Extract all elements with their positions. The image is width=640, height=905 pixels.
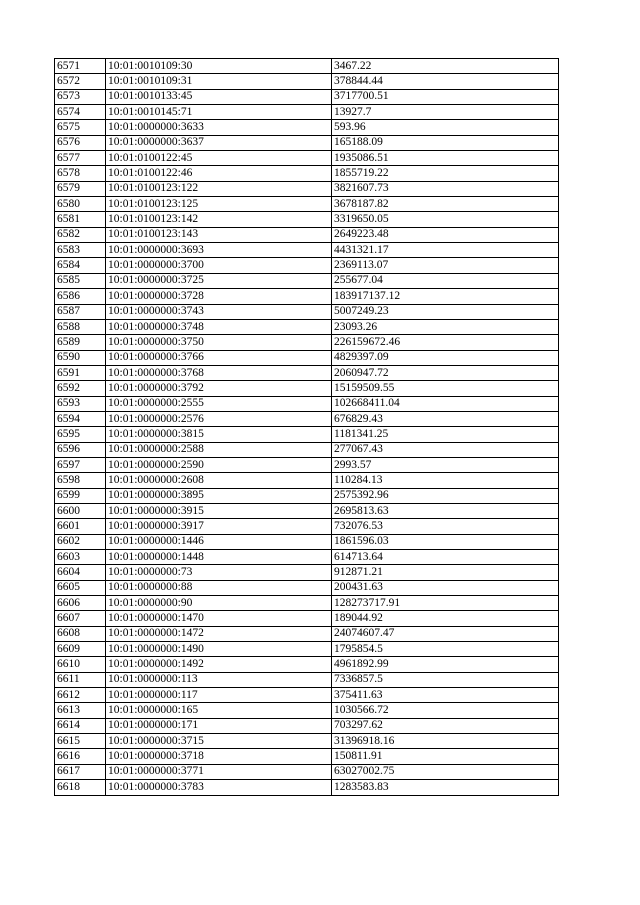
cadastral-number-cell: 10:01:0010109:30 bbox=[106, 59, 332, 74]
cadastral-value-cell: 912871.21 bbox=[332, 565, 559, 580]
cadastral-value-cell: 1795854.5 bbox=[332, 642, 559, 657]
cadastral-value-cell: 3319650.05 bbox=[332, 212, 559, 227]
cadastral-number-cell: 10:01:0000000:2576 bbox=[106, 411, 332, 426]
cadastral-number-cell: 10:01:0000000:1448 bbox=[106, 550, 332, 565]
row-number-cell: 6592 bbox=[55, 381, 106, 396]
cadastral-value-cell: 703297.62 bbox=[332, 718, 559, 733]
cadastral-number-cell: 10:01:0000000:3750 bbox=[106, 335, 332, 350]
row-number-cell: 6587 bbox=[55, 304, 106, 319]
row-number-cell: 6612 bbox=[55, 688, 106, 703]
cadastral-value-table bbox=[54, 58, 559, 796]
table-row bbox=[55, 642, 559, 657]
table-row bbox=[55, 212, 559, 227]
cadastral-number-cell: 10:01:0000000:88 bbox=[106, 580, 332, 595]
cadastral-number-cell: 10:01:0000000:3915 bbox=[106, 503, 332, 518]
table-row bbox=[55, 411, 559, 426]
cadastral-number-cell: 10:01:0000000:1446 bbox=[106, 534, 332, 549]
table-row bbox=[55, 565, 559, 580]
cadastral-number-cell: 10:01:0000000:3815 bbox=[106, 427, 332, 442]
row-number-cell: 6617 bbox=[55, 764, 106, 779]
table-row bbox=[55, 734, 559, 749]
cadastral-number-cell: 10:01:0000000:3766 bbox=[106, 350, 332, 365]
table-row bbox=[55, 626, 559, 641]
table-row bbox=[55, 457, 559, 472]
cadastral-value-cell: 1181341.25 bbox=[332, 427, 559, 442]
cadastral-number-cell: 10:01:0000000:3633 bbox=[106, 120, 332, 135]
row-number-cell: 6610 bbox=[55, 657, 106, 672]
cadastral-value-cell: 1030566.72 bbox=[332, 703, 559, 718]
table-row bbox=[55, 488, 559, 503]
row-number-cell: 6590 bbox=[55, 350, 106, 365]
cadastral-number-cell: 10:01:0000000:3637 bbox=[106, 135, 332, 150]
table-row bbox=[55, 519, 559, 534]
row-number-cell: 6581 bbox=[55, 212, 106, 227]
table-row bbox=[55, 105, 559, 120]
cadastral-value-cell: 2695813.63 bbox=[332, 503, 559, 518]
cadastral-value-cell: 1861596.03 bbox=[332, 534, 559, 549]
table-row bbox=[55, 74, 559, 89]
table-row bbox=[55, 473, 559, 488]
cadastral-number-cell: 10:01:0000000:1492 bbox=[106, 657, 332, 672]
cadastral-number-cell: 10:01:0000000:117 bbox=[106, 688, 332, 703]
cadastral-number-cell: 10:01:0100123:142 bbox=[106, 212, 332, 227]
cadastral-number-cell: 10:01:0000000:3917 bbox=[106, 519, 332, 534]
cadastral-value-cell: 150811.91 bbox=[332, 749, 559, 764]
table-row bbox=[55, 273, 559, 288]
cadastral-value-cell: 255677.04 bbox=[332, 273, 559, 288]
row-number-cell: 6611 bbox=[55, 672, 106, 687]
cadastral-value-cell: 3467.22 bbox=[332, 59, 559, 74]
row-number-cell: 6604 bbox=[55, 565, 106, 580]
cadastral-value-cell: 732076.53 bbox=[332, 519, 559, 534]
row-number-cell: 6572 bbox=[55, 74, 106, 89]
table-row bbox=[55, 550, 559, 565]
row-number-cell: 6613 bbox=[55, 703, 106, 718]
table-row bbox=[55, 611, 559, 626]
cadastral-value-cell: 110284.13 bbox=[332, 473, 559, 488]
cadastral-number-cell: 10:01:0000000:2555 bbox=[106, 396, 332, 411]
cadastral-number-cell: 10:01:0000000:3792 bbox=[106, 381, 332, 396]
table-row bbox=[55, 596, 559, 611]
row-number-cell: 6615 bbox=[55, 734, 106, 749]
cadastral-number-cell: 10:01:0000000:1470 bbox=[106, 611, 332, 626]
row-number-cell: 6578 bbox=[55, 166, 106, 181]
cadastral-value-cell: 13927.7 bbox=[332, 105, 559, 120]
cadastral-value-cell: 2993.57 bbox=[332, 457, 559, 472]
row-number-cell: 6586 bbox=[55, 289, 106, 304]
cadastral-value-cell: 1283583.83 bbox=[332, 780, 559, 795]
table-row bbox=[55, 365, 559, 380]
row-number-cell: 6606 bbox=[55, 596, 106, 611]
row-number-cell: 6593 bbox=[55, 396, 106, 411]
table-row bbox=[55, 227, 559, 242]
row-number-cell: 6614 bbox=[55, 718, 106, 733]
cadastral-value-cell: 31396918.16 bbox=[332, 734, 559, 749]
table-row bbox=[55, 350, 559, 365]
cadastral-number-cell: 10:01:0000000:2608 bbox=[106, 473, 332, 488]
table-row bbox=[55, 197, 559, 212]
row-number-cell: 6603 bbox=[55, 550, 106, 565]
table-row bbox=[55, 135, 559, 150]
cadastral-value-cell: 2575392.96 bbox=[332, 488, 559, 503]
cadastral-value-cell: 2060947.72 bbox=[332, 365, 559, 380]
cadastral-value-cell: 593.96 bbox=[332, 120, 559, 135]
row-number-cell: 6575 bbox=[55, 120, 106, 135]
table-row bbox=[55, 764, 559, 779]
row-number-cell: 6577 bbox=[55, 151, 106, 166]
row-number-cell: 6583 bbox=[55, 243, 106, 258]
row-number-cell: 6600 bbox=[55, 503, 106, 518]
cadastral-value-cell: 2369113.07 bbox=[332, 258, 559, 273]
cadastral-value-cell: 378844.44 bbox=[332, 74, 559, 89]
cadastral-number-cell: 10:01:0000000:165 bbox=[106, 703, 332, 718]
cadastral-value-cell: 375411.63 bbox=[332, 688, 559, 703]
row-number-cell: 6594 bbox=[55, 411, 106, 426]
table-row bbox=[55, 151, 559, 166]
cadastral-number-cell: 10:01:0000000:3783 bbox=[106, 780, 332, 795]
cadastral-value-cell: 189044.92 bbox=[332, 611, 559, 626]
table-row bbox=[55, 749, 559, 764]
row-number-cell: 6596 bbox=[55, 442, 106, 457]
cadastral-value-cell: 1935086.51 bbox=[332, 151, 559, 166]
cadastral-number-cell: 10:01:0000000:3768 bbox=[106, 365, 332, 380]
table-row bbox=[55, 780, 559, 795]
table-row bbox=[55, 442, 559, 457]
table-row bbox=[55, 89, 559, 104]
row-number-cell: 6609 bbox=[55, 642, 106, 657]
row-number-cell: 6595 bbox=[55, 427, 106, 442]
table-row bbox=[55, 657, 559, 672]
cadastral-value-cell: 277067.43 bbox=[332, 442, 559, 457]
cadastral-value-cell: 3717700.51 bbox=[332, 89, 559, 104]
cadastral-number-cell: 10:01:0100123:125 bbox=[106, 197, 332, 212]
row-number-cell: 6607 bbox=[55, 611, 106, 626]
cadastral-number-cell: 10:01:0000000:171 bbox=[106, 718, 332, 733]
row-number-cell: 6618 bbox=[55, 780, 106, 795]
table-row bbox=[55, 534, 559, 549]
cadastral-number-cell: 10:01:0000000:3771 bbox=[106, 764, 332, 779]
table-row bbox=[55, 258, 559, 273]
table-row bbox=[55, 503, 559, 518]
row-number-cell: 6576 bbox=[55, 135, 106, 150]
table-row bbox=[55, 181, 559, 196]
cadastral-value-cell: 23093.26 bbox=[332, 319, 559, 334]
table-row bbox=[55, 381, 559, 396]
cadastral-number-cell: 10:01:0000000:3700 bbox=[106, 258, 332, 273]
cadastral-number-cell: 10:01:0000000:3715 bbox=[106, 734, 332, 749]
cadastral-number-cell: 10:01:0100123:122 bbox=[106, 181, 332, 196]
cadastral-number-cell: 10:01:0000000:3718 bbox=[106, 749, 332, 764]
cadastral-value-cell: 128273717.91 bbox=[332, 596, 559, 611]
cadastral-number-cell: 10:01:0000000:2588 bbox=[106, 442, 332, 457]
row-number-cell: 6597 bbox=[55, 457, 106, 472]
cadastral-number-cell: 10:01:0010109:31 bbox=[106, 74, 332, 89]
cadastral-number-cell: 10:01:0000000:1472 bbox=[106, 626, 332, 641]
table-row bbox=[55, 427, 559, 442]
row-number-cell: 6591 bbox=[55, 365, 106, 380]
cadastral-number-cell: 10:01:0100122:46 bbox=[106, 166, 332, 181]
cadastral-number-cell: 10:01:0000000:90 bbox=[106, 596, 332, 611]
cadastral-number-cell: 10:01:0000000:3725 bbox=[106, 273, 332, 288]
table-row bbox=[55, 289, 559, 304]
row-number-cell: 6579 bbox=[55, 181, 106, 196]
table-row bbox=[55, 688, 559, 703]
cadastral-number-cell: 10:01:0000000:3895 bbox=[106, 488, 332, 503]
cadastral-number-cell: 10:01:0010145:71 bbox=[106, 105, 332, 120]
row-number-cell: 6573 bbox=[55, 89, 106, 104]
cadastral-number-cell: 10:01:0010133:45 bbox=[106, 89, 332, 104]
cadastral-number-cell: 10:01:0100123:143 bbox=[106, 227, 332, 242]
row-number-cell: 6582 bbox=[55, 227, 106, 242]
cadastral-value-cell: 7336857.5 bbox=[332, 672, 559, 687]
cadastral-value-cell: 4431321.17 bbox=[332, 243, 559, 258]
row-number-cell: 6598 bbox=[55, 473, 106, 488]
table-row bbox=[55, 166, 559, 181]
cadastral-number-cell: 10:01:0000000:3693 bbox=[106, 243, 332, 258]
table-row bbox=[55, 580, 559, 595]
row-number-cell: 6601 bbox=[55, 519, 106, 534]
cadastral-value-cell: 2649223.48 bbox=[332, 227, 559, 242]
row-number-cell: 6605 bbox=[55, 580, 106, 595]
table-row bbox=[55, 319, 559, 334]
row-number-cell: 6588 bbox=[55, 319, 106, 334]
cadastral-number-cell: 10:01:0100122:45 bbox=[106, 151, 332, 166]
cadastral-value-cell: 5007249.23 bbox=[332, 304, 559, 319]
row-number-cell: 6585 bbox=[55, 273, 106, 288]
table-row bbox=[55, 396, 559, 411]
cadastral-number-cell: 10:01:0000000:3728 bbox=[106, 289, 332, 304]
cadastral-value-cell: 614713.64 bbox=[332, 550, 559, 565]
cadastral-number-cell: 10:01:0000000:1490 bbox=[106, 642, 332, 657]
cadastral-value-cell: 3678187.82 bbox=[332, 197, 559, 212]
cadastral-value-cell: 63027002.75 bbox=[332, 764, 559, 779]
row-number-cell: 6599 bbox=[55, 488, 106, 503]
table-row bbox=[55, 243, 559, 258]
cadastral-number-cell: 10:01:0000000:3743 bbox=[106, 304, 332, 319]
row-number-cell: 6580 bbox=[55, 197, 106, 212]
row-number-cell: 6616 bbox=[55, 749, 106, 764]
table-row bbox=[55, 304, 559, 319]
cadastral-value-cell: 226159672.46 bbox=[332, 335, 559, 350]
row-number-cell: 6571 bbox=[55, 59, 106, 74]
cadastral-number-cell: 10:01:0000000:2590 bbox=[106, 457, 332, 472]
table-row bbox=[55, 672, 559, 687]
cadastral-value-cell: 200431.63 bbox=[332, 580, 559, 595]
cadastral-value-cell: 15159509.55 bbox=[332, 381, 559, 396]
table-row bbox=[55, 59, 559, 74]
row-number-cell: 6589 bbox=[55, 335, 106, 350]
cadastral-value-cell: 1855719.22 bbox=[332, 166, 559, 181]
table-row bbox=[55, 703, 559, 718]
row-number-cell: 6574 bbox=[55, 105, 106, 120]
cadastral-value-cell: 183917137.12 bbox=[332, 289, 559, 304]
row-number-cell: 6602 bbox=[55, 534, 106, 549]
cadastral-value-cell: 165188.09 bbox=[332, 135, 559, 150]
table-row bbox=[55, 335, 559, 350]
cadastral-value-cell: 4961892.99 bbox=[332, 657, 559, 672]
cadastral-value-cell: 3821607.73 bbox=[332, 181, 559, 196]
row-number-cell: 6584 bbox=[55, 258, 106, 273]
row-number-cell: 6608 bbox=[55, 626, 106, 641]
table-row bbox=[55, 120, 559, 135]
table-body bbox=[55, 59, 559, 796]
cadastral-value-cell: 102668411.04 bbox=[332, 396, 559, 411]
cadastral-number-cell: 10:01:0000000:73 bbox=[106, 565, 332, 580]
cadastral-number-cell: 10:01:0000000:113 bbox=[106, 672, 332, 687]
table-row bbox=[55, 718, 559, 733]
cadastral-value-cell: 24074607.47 bbox=[332, 626, 559, 641]
cadastral-value-cell: 676829.43 bbox=[332, 411, 559, 426]
cadastral-number-cell: 10:01:0000000:3748 bbox=[106, 319, 332, 334]
cadastral-value-cell: 4829397.09 bbox=[332, 350, 559, 365]
